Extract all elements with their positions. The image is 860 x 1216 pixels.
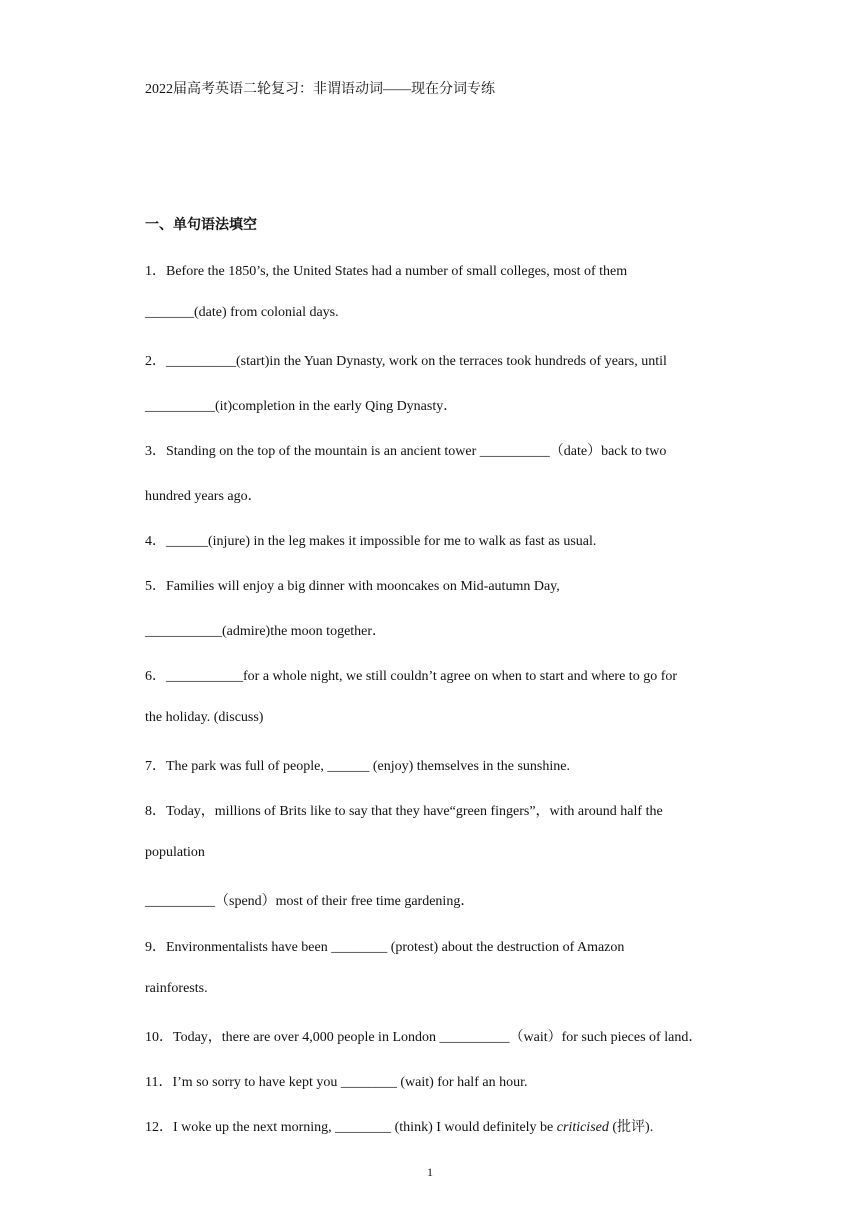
question-line: 1．Before the 1850’s, the United States had a number of small colleges, most of them [145,264,628,279]
question-line: 4．______(injure) in the leg makes it impossible for me to walk as fast as usual. [145,534,597,549]
question-line: 11．I’m so sorry to have kept you ________ (wait) for half an hour. [145,1075,528,1090]
question-line: 9．Environmentalists have been ________ (protest) about the destruction of Amazon [145,940,625,955]
question-line: _______(date) from colonial days. [145,305,339,320]
question-line: 3．Standing on the top of the mountain is an ancient tower __________（date）back to two [145,444,667,459]
question-line: 2．__________(start)in the Yuan Dynasty, work on the terraces took hundreds of years, until [145,354,667,369]
question-12-gloss: (批评). [608,1120,654,1135]
question-line: population [145,845,205,860]
question-line: ___________(admire)the moon together． [145,624,387,639]
question-line: 10．Today，there are over 4,000 people in London __________（wait）for such pieces of land． [145,1030,703,1045]
question-12-text: 12．I woke up the next morning, ________ (think) I would definitely be [145,1120,557,1135]
page-number: 1 [427,1165,433,1179]
question-line: hundred years ago． [145,489,262,504]
question-line: __________(it)completion in the early Qing Dynasty． [145,399,458,414]
question-line: 8．Today，millions of Brits like to say that they have“green fingers”，with around half the [145,804,663,819]
section-heading: 一、单句语法填空 [145,217,257,233]
question-line: rainforests. [145,981,208,996]
question-line: 7．The park was full of people, ______ (enjoy) themselves in the sunshine. [145,759,570,774]
question-line: __________（spend）most of their free time gardening． [145,894,475,909]
question-line: the holiday. (discuss) [145,710,264,725]
question-line: 6．___________for a whole night, we still couldn’t agree on when to start and where to go for [145,669,678,684]
document-title: 2022届高考英语二轮复习：非谓语动词——现在分词专练 [145,82,495,97]
question-line-12 [145,1116,653,1136]
question-line: 5．Families will enjoy a big dinner with mooncakes on Mid-autumn Day, [145,579,560,594]
question-12-italic-word: criticised [556,1120,609,1135]
